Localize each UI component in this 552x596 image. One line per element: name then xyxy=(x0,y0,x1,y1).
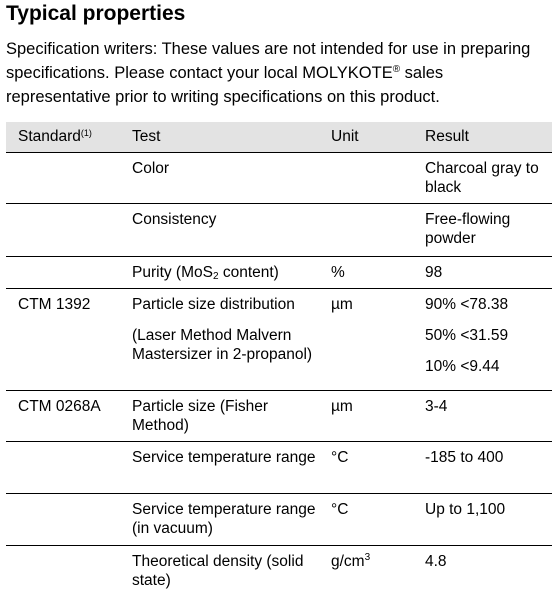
cell-result: Charcoal gray to black xyxy=(425,160,539,196)
cell-unit: % xyxy=(331,264,345,281)
table-row xyxy=(6,204,552,257)
cell-unit: $g/cm^3$ xyxy=(331,552,371,570)
header-result: Result xyxy=(425,128,469,145)
intro-paragraph xyxy=(6,37,552,109)
cell-result: 10% <9.44 xyxy=(425,358,500,375)
table-row xyxy=(6,153,552,204)
table-header xyxy=(6,122,552,153)
intro-text: Specification writers: These values are not intended for use in preparing specifications. Please contact your local MOLYKOTE xyxy=(6,40,531,82)
table-row xyxy=(6,257,552,289)
cell-test: Color xyxy=(132,160,170,177)
cell-result: 50% <31.59 xyxy=(425,327,509,344)
cell-test: Theoretical density (solid state) xyxy=(132,553,304,589)
cell-standard: CTM 1392 xyxy=(18,296,91,313)
cell-test: Purity (MoS$_2$ content) xyxy=(132,264,279,282)
table-row xyxy=(6,494,552,546)
cell-test: Particle size distribution xyxy=(132,296,295,313)
table-row xyxy=(6,289,552,391)
cell-result: 98 xyxy=(425,264,443,281)
header-standard: Standard$^{(1)}$ xyxy=(18,128,92,145)
cell-test: Service temperature range (in vacuum) xyxy=(132,501,316,537)
cell-result: 4.8 xyxy=(425,553,447,570)
cell-result: Free-flowing powder xyxy=(425,211,511,247)
cell-result: Up to 1,100 xyxy=(425,501,506,518)
cell-result: 3-4 xyxy=(425,398,448,415)
header-test: Test xyxy=(132,128,161,145)
table-row xyxy=(6,391,552,442)
cell-unit: µm xyxy=(331,398,353,415)
page-title: Typical properties xyxy=(6,2,186,25)
cell-unit: °C xyxy=(331,449,349,466)
cell-unit: °C xyxy=(331,501,349,518)
cell-result: -185 to 400 xyxy=(425,449,504,466)
cell-test-note: (Laser Method Malvern Mastersizer in 2-propanol) xyxy=(132,327,313,363)
properties-table xyxy=(6,122,552,596)
header-unit: Unit xyxy=(331,128,359,145)
registered-mark: ® xyxy=(392,64,401,75)
table-row xyxy=(6,546,552,596)
footnote-marker: (1) xyxy=(80,128,92,138)
cell-test: Consistency xyxy=(132,211,217,228)
table-row xyxy=(6,442,552,494)
cell-test: Particle size (Fisher Method) xyxy=(132,398,269,434)
cell-standard: CTM 0268A xyxy=(18,398,101,415)
intro-text-end: sales representative prior to writing specifications on this product. xyxy=(6,64,444,106)
cell-unit: µm xyxy=(331,296,353,313)
cell-result: 90% <78.38 xyxy=(425,296,509,313)
cell-test: Service temperature range xyxy=(132,449,316,466)
